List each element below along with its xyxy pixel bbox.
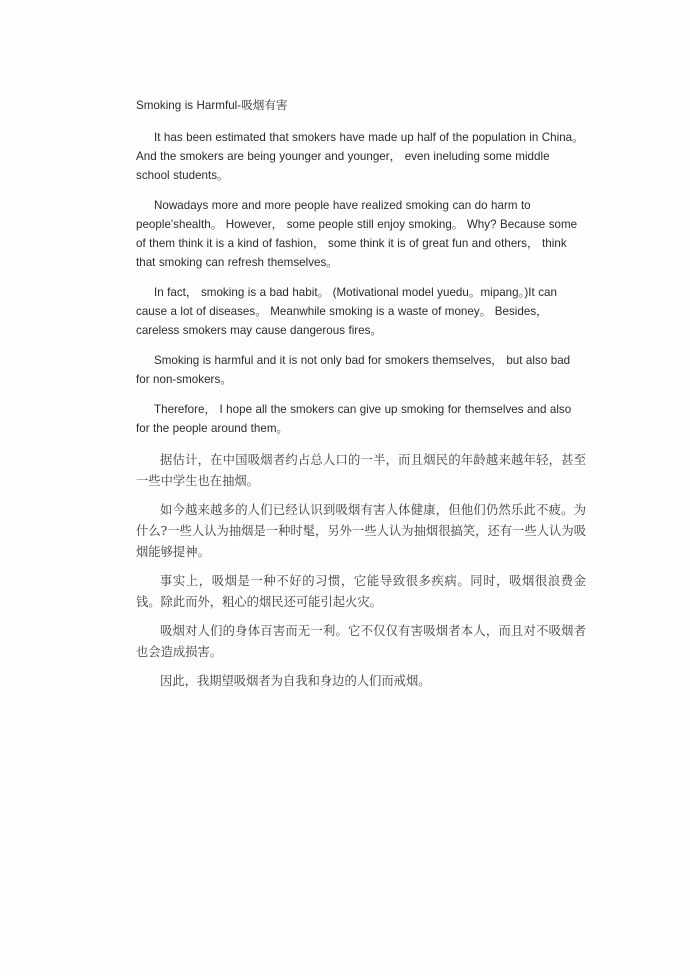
chinese-paragraph-5: 因此，我期望吸烟者为自我和身边的人们而戒烟。 (160, 674, 431, 688)
chinese-paragraph-1: 据估计，在中国吸烟者约占总人口的一半，而且烟民的年龄越来越年轻，甚至一些中学生也在抽烟。 (136, 453, 586, 488)
chinese-paragraph-4: 吸烟对人们的身体百害而无一利。它不仅仅有害吸烟者本人，而且对不吸烟者也会造成损害。 (136, 624, 586, 659)
english-paragraph-3: In fact， smoking is a bad habit。 (Motivational model yuedu。mipang。)It can cause a lot of diseases。 Meanwhile smoking is a waste of money。 Besides，careless smokers may cause dangerous fires。 (136, 286, 557, 337)
document-body (136, 96, 586, 692)
document-title: Smoking is Harmful-吸烟有害 (136, 99, 288, 112)
chinese-paragraph-2: 如今越来越多的人们已经认识到吸烟有害人体健康，但他们仍然乐此不疲。为什么?一些人认为抽烟是一种时髦，另外一些人认为抽烟很搞笑，还有一些人认为吸烟能够提神。 (136, 503, 586, 559)
chinese-translation-section (136, 450, 586, 692)
english-paragraph-1: It has been estimated that smokers have made up half of the population in China。 And the smokers are being younger and younger， even ineluding some middle school students。 (136, 131, 584, 182)
english-paragraph-5: Therefore， I hope all the smokers can give up smoking for themselves and also for the people around them。 (136, 403, 572, 435)
chinese-paragraph-3: 事实上，吸烟是一种不好的习惯，它能导致很多疾病。同时，吸烟很浪费金钱。除此而外，粗心的烟民还可能引起火灾。 (136, 574, 586, 609)
english-paragraph-2: Nowadays more and more people have realized smoking can do harm to people'shealth。 However， some people still enjoy smoking。 Why? Because some of them think it is a kind of fashion， some think it is of great fun and others， think that smoking can refresh themselves。 (136, 199, 578, 269)
english-paragraph-4: Smoking is harmful and it is not only bad for smokers themselves， but also bad for non-smokers。 (136, 354, 571, 386)
